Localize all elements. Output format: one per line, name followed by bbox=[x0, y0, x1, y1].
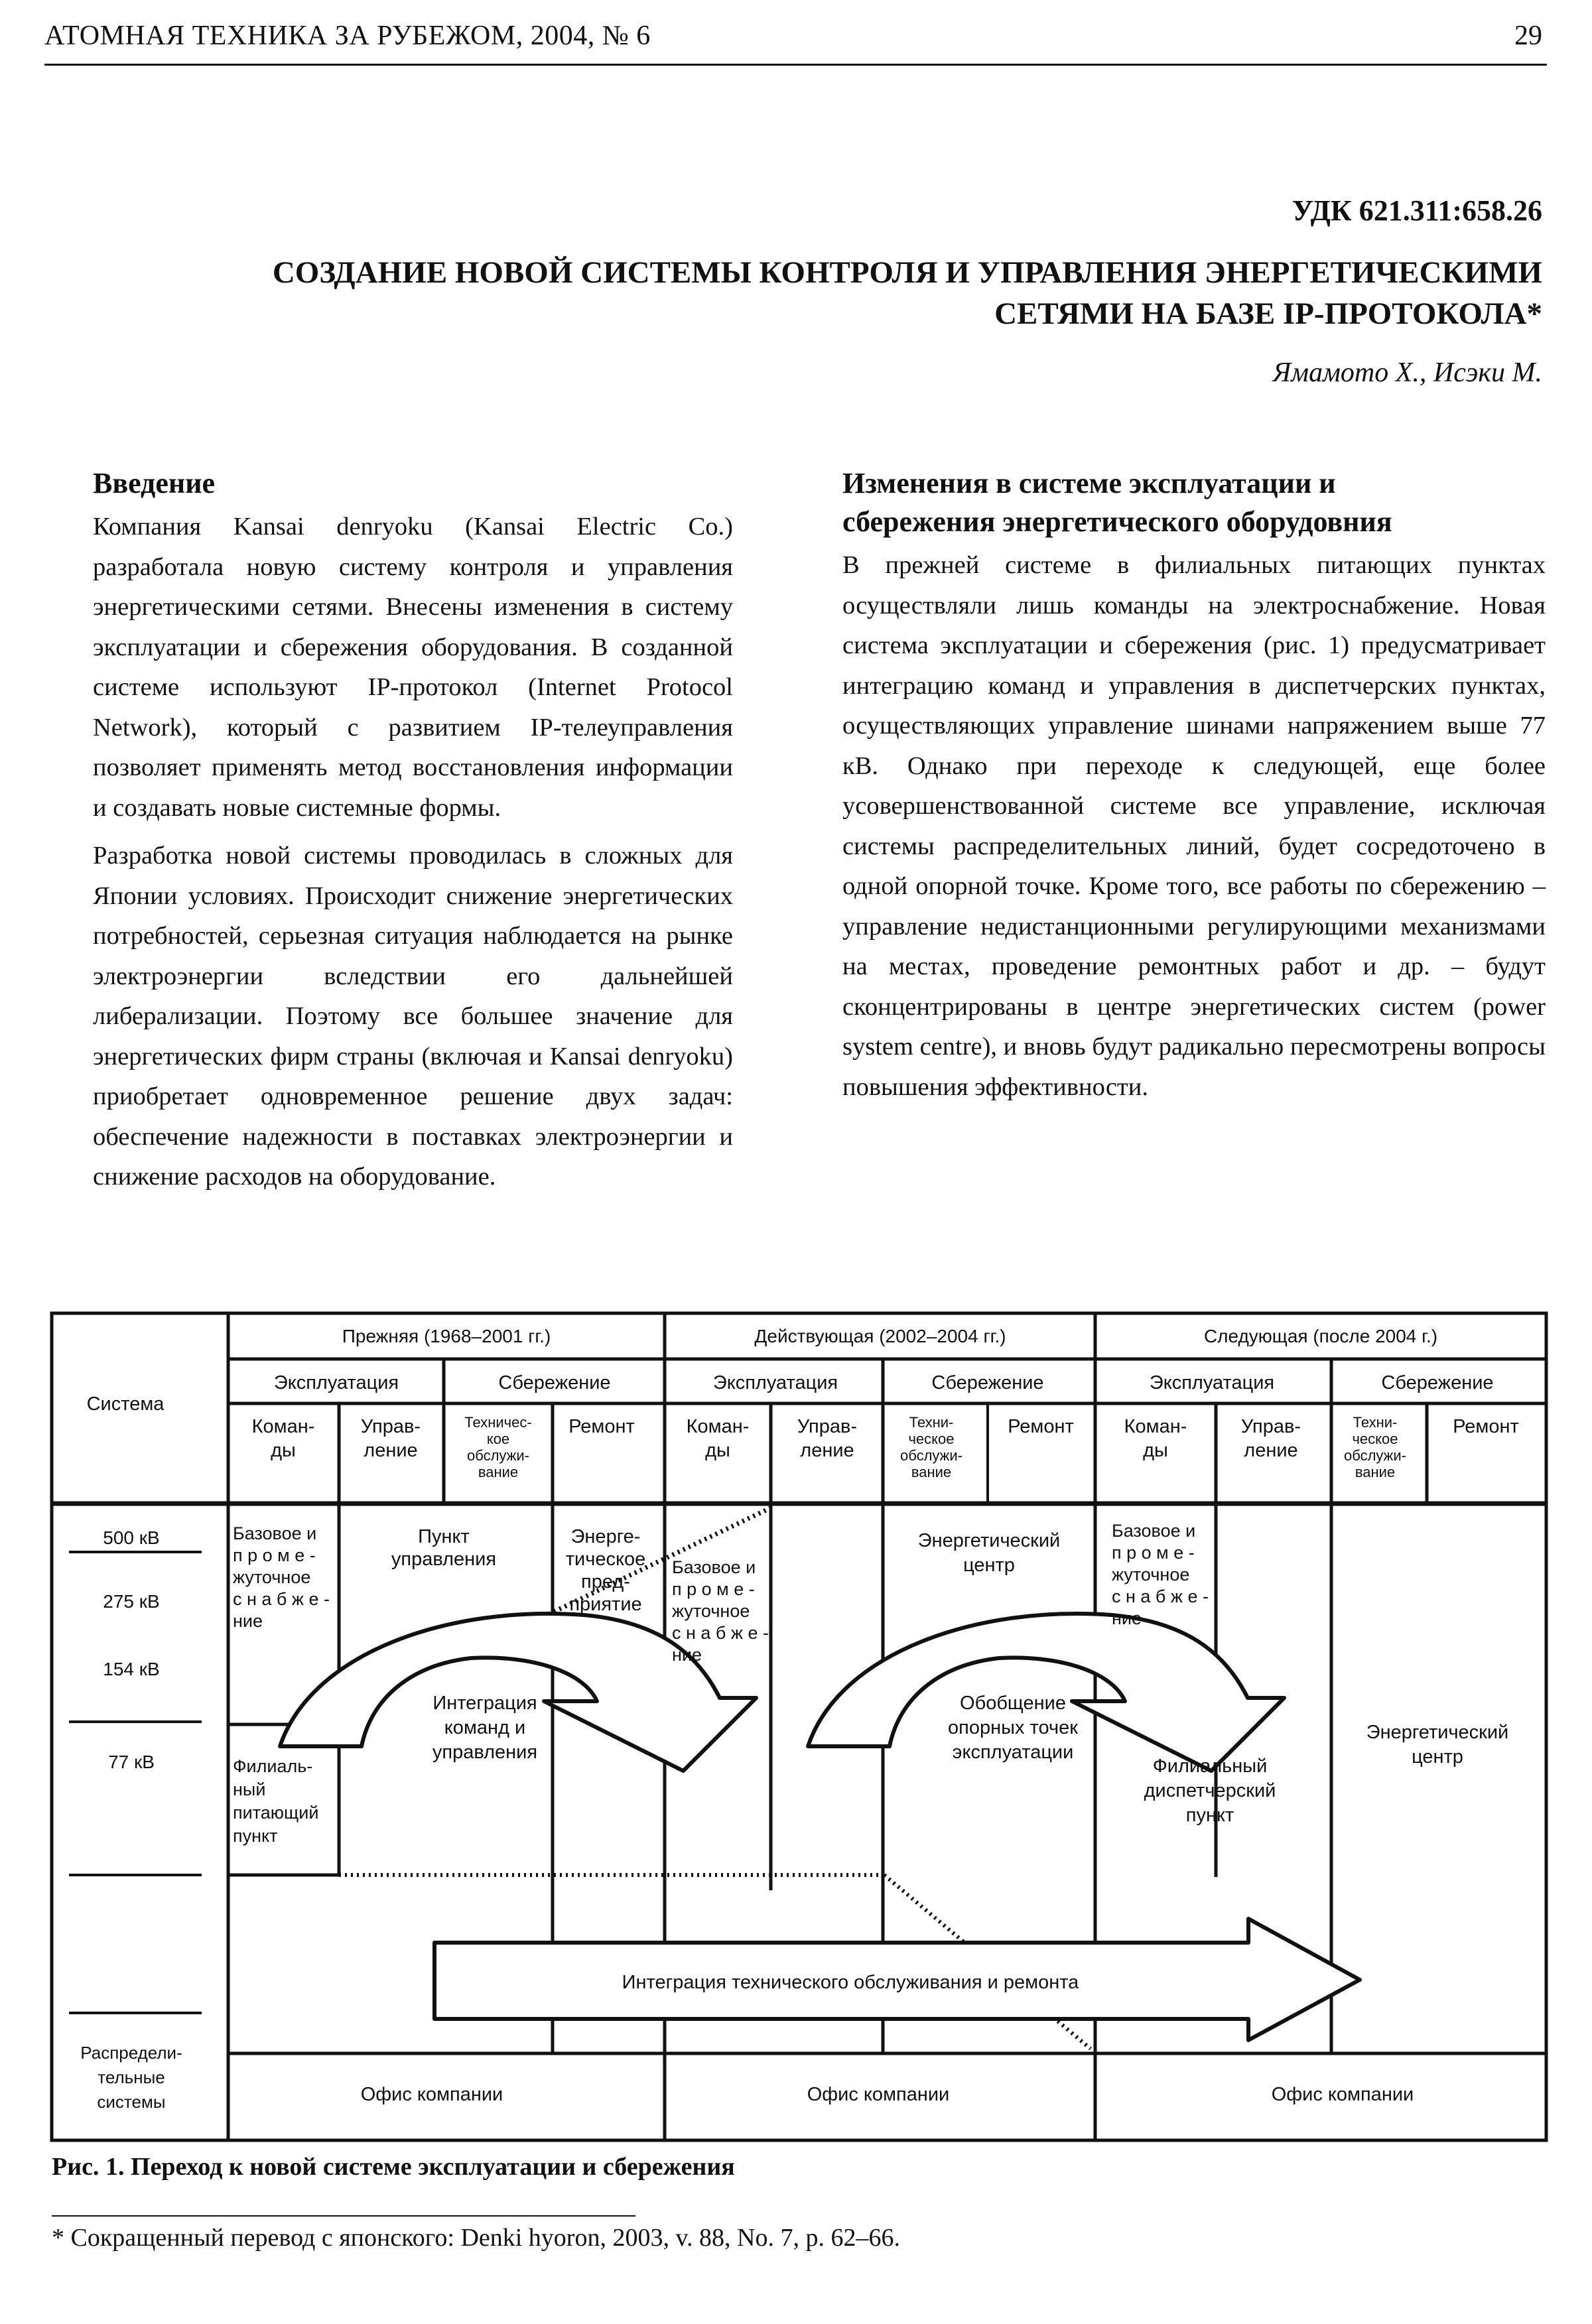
authors: Ямамото Х., Исэки М. bbox=[1272, 357, 1542, 388]
figure-diagram bbox=[0, 1300, 1592, 2156]
sub-repair-text: Ремонт bbox=[1008, 1416, 1074, 1437]
sub-control-text: ление bbox=[800, 1440, 854, 1461]
title-line: СЕТЯМИ НА БАЗЕ IP-ПРОТОКОЛА* bbox=[994, 296, 1542, 331]
cell-branch-supply-point-text: Филиаль- bbox=[233, 1756, 313, 1776]
cell-branch-supply-point-text: ный bbox=[233, 1779, 266, 1799]
cell-branch-dispatch-point-text: Филиальный bbox=[1152, 1756, 1268, 1777]
section-heading: Изменения в системе эксплуатации и сбережения энергетического оборудовния bbox=[842, 467, 1392, 538]
sub-control-text: Управ- bbox=[1240, 1416, 1301, 1437]
period-next-text: Следующая (после 2004 г.) bbox=[1203, 1326, 1438, 1346]
voltage-77-text: 77 кВ bbox=[108, 1752, 155, 1772]
sub-repair bbox=[1008, 1416, 1074, 1437]
period-current-text: Действующая (2002–2004 гг.) bbox=[754, 1326, 1006, 1346]
sub-maintenance-text: обслужи- bbox=[1343, 1447, 1407, 1464]
arrow-label-integration bbox=[432, 1693, 537, 1763]
sub-maintenance-text: кое bbox=[486, 1431, 510, 1447]
cell-branch-dispatch-point-text: пункт bbox=[1185, 1805, 1234, 1826]
cell-base-supply-text: с н а б ж е - bbox=[233, 1589, 330, 1609]
cell-control-point bbox=[391, 1526, 496, 1570]
voltage-154-text: 154 кВ bbox=[103, 1659, 160, 1679]
voltage-275 bbox=[103, 1591, 159, 1612]
arrow-label-maintenance-integration-text: Интеграция технического обслуживания и ремонта bbox=[622, 1972, 1079, 1993]
cell-base-supply-text: ние bbox=[672, 1645, 702, 1665]
group-saving-text: Сбережение bbox=[931, 1372, 1044, 1393]
cell-branch-dispatch-point-text: диспетчерский bbox=[1144, 1780, 1276, 1801]
cell-branch-supply-point-text: питающий bbox=[233, 1803, 319, 1823]
cell-base-supply bbox=[672, 1557, 769, 1665]
arrow-label-generalization bbox=[948, 1693, 1078, 1763]
running-head: АТОМНАЯ ТЕХНИКА ЗА РУБЕЖОМ, 2004, № 6 bbox=[44, 21, 651, 51]
cell-power-enterprise bbox=[566, 1526, 646, 1615]
cell-base-supply-text: п р о м е - bbox=[233, 1545, 316, 1565]
cell-base-supply-text: с н а б ж е - bbox=[672, 1623, 769, 1643]
group-operation-text: Эксплуатация bbox=[1149, 1372, 1275, 1393]
group-operation bbox=[274, 1372, 399, 1393]
cell-control-point-text: Пункт bbox=[418, 1526, 470, 1547]
cell-company-office bbox=[1272, 2084, 1414, 2105]
group-operation-text: Эксплуатация bbox=[712, 1372, 838, 1393]
period-current bbox=[754, 1326, 1006, 1346]
distribution-systems-text: Распредели- bbox=[80, 2043, 182, 2063]
distribution-systems bbox=[80, 2043, 182, 2112]
sub-maintenance bbox=[1344, 1414, 1406, 1480]
sub-maintenance-text: Техни- bbox=[909, 1414, 954, 1431]
cell-base-supply-text: п р о м е - bbox=[672, 1579, 755, 1599]
period-next bbox=[1204, 1326, 1437, 1346]
cell-company-office bbox=[807, 2084, 950, 2105]
sub-commands-text: ды bbox=[271, 1440, 296, 1461]
arrow-label-integration-text: Интеграция bbox=[432, 1693, 537, 1714]
cell-base-supply bbox=[233, 1523, 330, 1631]
group-saving bbox=[1381, 1372, 1493, 1393]
paragraph: Компания Kansai denryoku (Kansai Electric Co.) разработала новую систему контроля и управления энергетическими сетями. Внесены изменения в систему эксплуатации и сбережения оборудования. В созданной системе используют IP-протокол (Internet Protocol Network), который с развитием IP-телеуправления позволяет применять метод восстановления информации и создавать новые системные формы. bbox=[93, 513, 733, 822]
sub-commands-text: ды bbox=[705, 1440, 730, 1461]
group-saving-text: Сбережение bbox=[1381, 1372, 1494, 1393]
paragraph: Разработка новой системы проводилась в сложных для Японии условиях. Происходит снижение энергетических потребностей, серьезная ситуация наблюдается на рынке электроэнергии вследствии его дальнейшей либерализации. Поэтому все большее значение для энергетических фирм страны (включая и Kansai denryoku) приобретает одновременное решение двух задач: обеспечение надежности в поставках электроэнергии и снижение расходов на оборудование. bbox=[93, 842, 733, 1191]
right-column bbox=[842, 464, 1546, 1107]
sub-maintenance-text: Техничес- bbox=[464, 1414, 532, 1431]
header-rule bbox=[44, 64, 1547, 66]
cell-control-point-text: управления bbox=[391, 1549, 497, 1570]
period-previous-text: Прежняя (1968–2001 гг.) bbox=[342, 1326, 551, 1346]
arrow-label-integration-text: команд и bbox=[444, 1717, 526, 1738]
voltage-77 bbox=[108, 1752, 155, 1772]
group-saving-text: Сбережение bbox=[498, 1372, 611, 1393]
sub-maintenance-text: вание bbox=[478, 1464, 519, 1480]
sub-control bbox=[361, 1416, 421, 1461]
sub-commands bbox=[252, 1416, 315, 1461]
article-title bbox=[149, 252, 1542, 334]
paragraph: В прежней системе в филиальных питающих пунктах осуществляли лишь команды на электроснабжение. Новая система эксплуатации и сбережения (рис. 1) предусматривает интеграцию команд и управления в диспетчерских пунктах, осуществляющих управление шинами напряжением выше 77 кВ. Однако при переходе к следующей, еще более усовершенствованной системе все управление, исключая системы распределительных линий, будет сосредоточено в одной опорной точке. Кроме того, все работы по сбережению – управление недистанционными регулирующими механизмами на местах, проведение ремонтных работ и др. – будут сконцентрированы в центре энергетических систем (power system centre), и вновь будут радикально пересмотрены вопросы повышения эффективности. bbox=[842, 551, 1546, 1101]
cell-power-enterprise-text: пред- bbox=[581, 1571, 630, 1592]
cell-company-office-text: Офис компании bbox=[807, 2084, 950, 2105]
sub-control bbox=[1241, 1416, 1301, 1461]
voltage-275-text: 275 кВ bbox=[103, 1591, 160, 1612]
sub-maintenance bbox=[900, 1414, 962, 1480]
sub-control-text: Управ- bbox=[797, 1416, 858, 1437]
sub-commands-text: Коман- bbox=[251, 1416, 315, 1437]
footnote: * Сокращенный перевод с японского: Denki hyoron, 2003, v. 88, No. 7, p. 62–66. bbox=[52, 2224, 900, 2252]
cell-base-supply-text: жуточное bbox=[1112, 1565, 1190, 1584]
sub-control bbox=[797, 1416, 857, 1461]
cell-base-supply-text: п р о м е - bbox=[1112, 1543, 1195, 1563]
sub-commands bbox=[687, 1416, 750, 1461]
sub-maintenance-text: обслужи- bbox=[899, 1447, 963, 1464]
cell-energy-center-text: центр bbox=[1412, 1746, 1463, 1768]
sub-commands-text: ды bbox=[1143, 1440, 1168, 1461]
distribution-systems-text: системы bbox=[97, 2092, 166, 2112]
sub-maintenance-text: обслужи- bbox=[466, 1447, 530, 1464]
sub-maintenance-text: ческое bbox=[1352, 1431, 1398, 1447]
cell-branch-supply-point bbox=[233, 1756, 318, 1846]
cell-base-supply-text: Базовое и bbox=[1112, 1521, 1196, 1541]
cell-base-supply-text: Базовое и bbox=[672, 1557, 756, 1577]
voltage-500-text: 500 кВ bbox=[103, 1527, 160, 1548]
cell-base-supply-text: жуточное bbox=[233, 1567, 311, 1587]
sub-control-text: ление bbox=[1244, 1440, 1298, 1461]
cell-energy-center-text: Энергетический bbox=[917, 1530, 1061, 1551]
group-operation bbox=[713, 1372, 838, 1393]
udk-code: УДК 621.311:658.26 bbox=[1292, 194, 1542, 227]
cell-energy-center-text: центр bbox=[963, 1555, 1015, 1576]
sub-repair bbox=[1453, 1416, 1519, 1437]
cell-energy-center bbox=[1366, 1722, 1509, 1768]
header-system bbox=[87, 1393, 165, 1415]
cell-company-office-text: Офис компании bbox=[1271, 2084, 1414, 2105]
voltage-500 bbox=[103, 1527, 159, 1548]
sub-maintenance-text: вание bbox=[911, 1464, 952, 1480]
group-saving bbox=[931, 1372, 1043, 1393]
cell-energy-center-text: Энергетический bbox=[1366, 1722, 1509, 1743]
sub-commands-text: Коман- bbox=[686, 1416, 750, 1437]
sub-repair bbox=[568, 1416, 635, 1437]
sub-maintenance bbox=[464, 1414, 531, 1480]
cell-base-supply-text: жуточное bbox=[672, 1601, 750, 1621]
section-heading: Введение bbox=[93, 467, 216, 499]
cell-base-supply-text: ние bbox=[1112, 1608, 1142, 1628]
arrow-label-generalization-text: Обобщение bbox=[960, 1693, 1066, 1714]
cell-power-enterprise-text: тическое bbox=[565, 1549, 646, 1570]
arrow-label-generalization-text: эксплуатации bbox=[952, 1742, 1074, 1763]
arrow-label-maintenance-integration bbox=[622, 1972, 1080, 1993]
figure-caption: Рис. 1. Переход к новой системе эксплуатации и сбережения bbox=[52, 2153, 735, 2181]
distribution-systems-text: тельные bbox=[98, 2067, 165, 2087]
cell-base-supply-text: Базовое и bbox=[233, 1523, 317, 1543]
cell-power-enterprise-text: Энерге- bbox=[570, 1526, 641, 1547]
cell-power-enterprise-text: приятие bbox=[569, 1594, 642, 1615]
footnote-rule bbox=[52, 2215, 635, 2217]
period-previous bbox=[342, 1326, 551, 1346]
cell-company-office-text: Офис компании bbox=[360, 2084, 503, 2105]
sub-maintenance-text: вание bbox=[1355, 1464, 1396, 1480]
cell-base-supply-text: с н а б ж е - bbox=[1112, 1586, 1209, 1606]
arrow-label-integration-text: управления bbox=[432, 1742, 538, 1763]
title-line: СОЗДАНИЕ НОВОЙ СИСТЕМЫ КОНТРОЛЯ И УПРАВЛЕНИЯ ЭНЕРГЕТИЧЕСКИМИ bbox=[272, 255, 1542, 290]
header-system-text: Система bbox=[86, 1393, 165, 1415]
sub-control-text: Управ- bbox=[360, 1416, 421, 1437]
group-saving bbox=[498, 1372, 610, 1393]
sub-maintenance-text: Техни- bbox=[1353, 1414, 1398, 1431]
sub-maintenance-text: ческое bbox=[908, 1431, 955, 1447]
sub-repair-text: Ремонт bbox=[568, 1416, 635, 1437]
voltage-154 bbox=[103, 1659, 159, 1679]
cell-base-supply bbox=[1112, 1521, 1209, 1628]
sub-repair-text: Ремонт bbox=[1453, 1416, 1519, 1437]
group-operation bbox=[1150, 1372, 1274, 1393]
sub-control-text: ление bbox=[364, 1440, 418, 1461]
cell-energy-center bbox=[918, 1530, 1061, 1576]
sub-commands bbox=[1124, 1416, 1187, 1461]
arrow-label-generalization-text: опорных точек bbox=[948, 1717, 1078, 1738]
cell-branch-dispatch-point bbox=[1144, 1756, 1276, 1826]
left-column bbox=[93, 464, 733, 1197]
page-number: 29 bbox=[1514, 21, 1542, 51]
sub-commands-text: Коман- bbox=[1124, 1416, 1187, 1437]
cell-company-office bbox=[361, 2084, 503, 2105]
cell-branch-supply-point-text: пункт bbox=[233, 1826, 278, 1846]
group-operation-text: Эксплуатация bbox=[273, 1372, 399, 1393]
cell-base-supply-text: ние bbox=[233, 1611, 263, 1631]
